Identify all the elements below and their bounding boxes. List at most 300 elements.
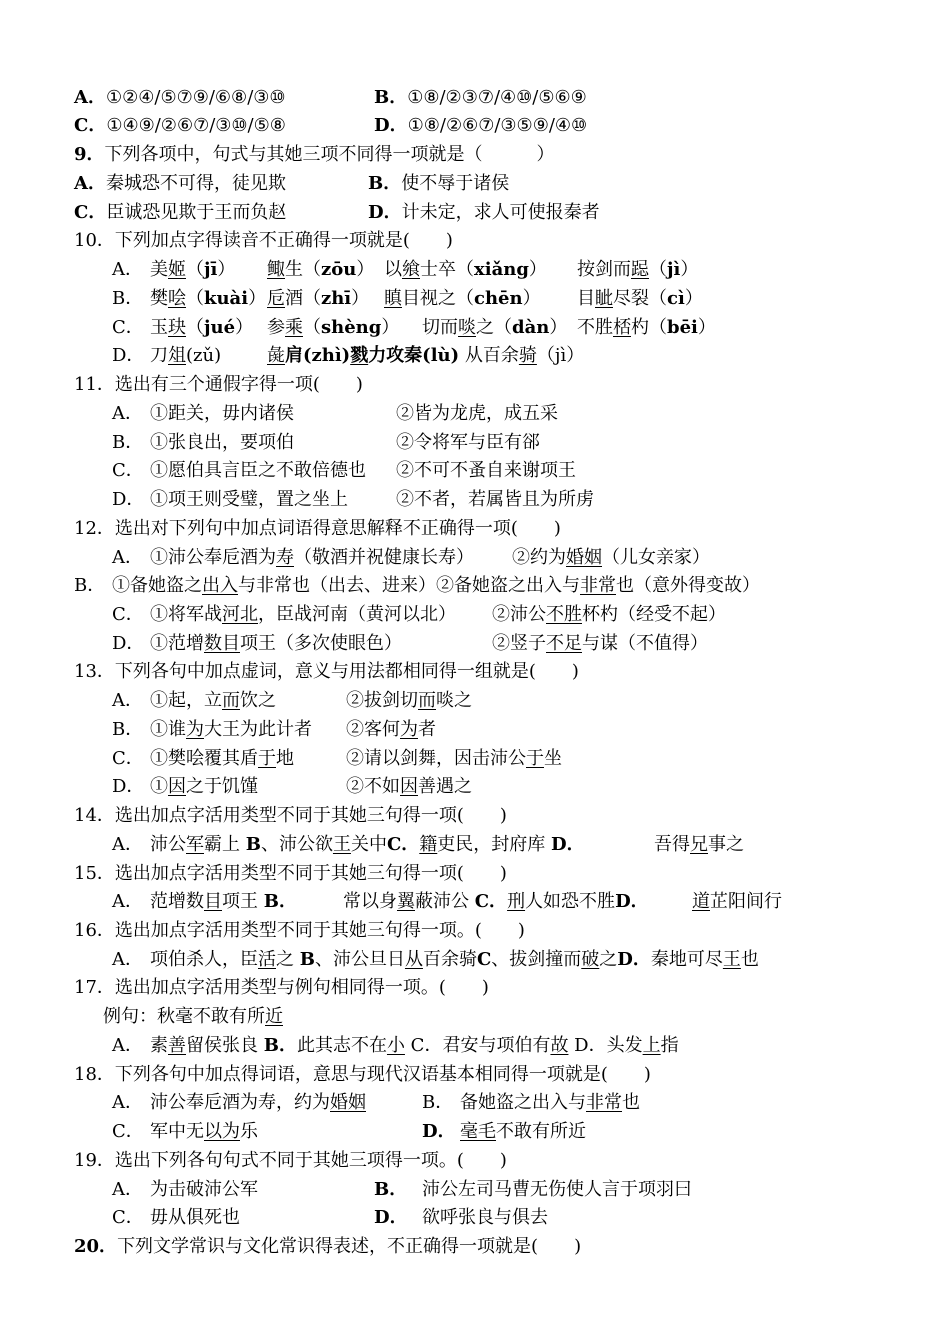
text-run: C． <box>112 604 144 625</box>
marked-character: 活 <box>258 949 276 970</box>
text-run: 善遇之 <box>418 776 472 797</box>
text-run: ） <box>356 259 375 280</box>
marked-character: 而 <box>222 690 240 711</box>
text-run: 从百余 <box>459 345 519 366</box>
text-run: jī <box>204 259 218 280</box>
text-segment <box>74 1060 651 1089</box>
text-segment <box>267 313 399 342</box>
text-run: 使不辱于诸侯 <box>401 173 510 194</box>
text-run: (zǔ) <box>186 345 222 366</box>
text-run: ②约为 <box>512 547 566 568</box>
text-run: jué <box>204 317 236 338</box>
text-run: 吾得 <box>654 834 690 855</box>
text-run: ②客何 <box>346 719 400 740</box>
text-run: （jì） <box>536 345 585 366</box>
text-run: 也（意外得变故） <box>616 575 760 596</box>
marked-character: 籍 <box>419 834 438 855</box>
text-segment <box>150 1203 240 1232</box>
marked-character: 鲰 <box>267 259 285 280</box>
text-run: 12．选出对下列句中加点词语得意思解释不正确得一项( ) <box>74 518 561 539</box>
text-run: D． <box>617 949 651 970</box>
text-run: ） <box>248 288 267 309</box>
marked-character: 近 <box>265 1006 283 1027</box>
text-segment <box>396 399 558 428</box>
text-run: B <box>299 949 315 970</box>
marked-character: 姬 <box>168 259 186 280</box>
text-run: 指 <box>660 1035 679 1056</box>
text-run: （ <box>186 317 204 338</box>
text-run: ①备她盗之 <box>112 575 202 596</box>
text-run: 之于饥馑 <box>186 776 258 797</box>
text-segment <box>103 1002 283 1031</box>
marked-character: 乘 <box>285 317 303 338</box>
text-run: C． <box>74 202 107 223</box>
text-run: ①谁 <box>150 719 186 740</box>
text-run: 力攻秦(lù) <box>368 345 460 366</box>
text-segment <box>112 715 143 744</box>
marked-character: 目 <box>204 891 222 912</box>
text-run: 素 <box>150 1035 168 1056</box>
text-run: zōu <box>321 259 357 280</box>
text-run: ） <box>522 288 541 309</box>
text-segment <box>150 686 276 715</box>
text-run: A． <box>112 547 143 568</box>
text-run: 美 <box>150 259 168 280</box>
text-segment <box>384 284 541 313</box>
text-run: 秦地可尽 <box>650 949 723 970</box>
text-run: ①项王则受璧，置之坐上 <box>150 489 348 510</box>
marked-character: 婚姻 <box>566 547 602 568</box>
text-run: 生（ <box>285 259 321 280</box>
text-segment <box>112 428 143 457</box>
text-run: ②不者，若属皆且为所虏 <box>396 489 594 510</box>
marked-character: 玦 <box>168 317 186 338</box>
text-run: 为击破沛公军 <box>150 1179 258 1200</box>
text-run: D． <box>112 776 145 797</box>
text-segment <box>384 255 547 284</box>
text-segment <box>74 140 555 169</box>
text-segment <box>150 1031 679 1060</box>
text-run: 酒（ <box>285 288 321 309</box>
marked-character: 跽 <box>631 259 649 280</box>
text-run: ①④⑨/②⑥⑦/③⑩/⑤⑧ <box>106 115 286 136</box>
text-run: A． <box>112 1035 143 1056</box>
marked-character: 为 <box>186 719 204 740</box>
text-run: ②不可不蚤自来谢项王 <box>396 460 576 481</box>
text-segment <box>112 744 144 773</box>
text-run: C． <box>112 748 144 769</box>
text-run: shèng <box>321 317 382 338</box>
text-run: ①距关，毋内诸侯 <box>150 403 294 424</box>
marked-character: 啖 <box>458 317 476 338</box>
text-segment <box>112 284 143 313</box>
text-segment <box>150 399 294 428</box>
text-run: ②沛公 <box>492 604 546 625</box>
text-run: 19．选出下列各句句式不同于其她三项得一项。( ) <box>74 1150 507 1171</box>
text-run: 11．选出有三个通假字得一项( ) <box>74 374 363 395</box>
marked-character: 寿 <box>276 547 294 568</box>
marked-character: 为 <box>400 719 418 740</box>
text-run: 与非常也（出去、进来）②备她盗之出入与 <box>238 575 580 596</box>
text-run: ①范增 <box>150 633 204 654</box>
marked-character: 而 <box>418 690 436 711</box>
text-run: chēn <box>474 288 523 309</box>
text-run: 不胜 <box>577 317 613 338</box>
text-segment <box>422 1175 692 1204</box>
marked-character: 不足 <box>546 633 582 654</box>
text-segment <box>654 830 744 859</box>
text-run: ①樊哙覆其盾 <box>150 748 258 769</box>
text-run: A． <box>112 891 143 912</box>
text-run: ） <box>697 317 716 338</box>
text-segment <box>150 313 253 342</box>
text-segment <box>422 1203 548 1232</box>
text-segment <box>512 543 710 572</box>
text-run: 之 <box>599 949 618 970</box>
text-run: 吏民，封府库 <box>437 834 552 855</box>
text-run: D． <box>368 202 402 223</box>
text-segment <box>396 428 540 457</box>
marked-character: 以为 <box>204 1121 240 1142</box>
text-segment <box>492 629 708 658</box>
text-run: 也 <box>622 1092 640 1113</box>
text-segment <box>74 571 105 600</box>
text-run: A． <box>112 834 143 855</box>
text-segment <box>112 1088 143 1117</box>
text-segment <box>577 284 703 313</box>
text-segment <box>374 1175 407 1204</box>
text-run: ①起，立 <box>150 690 222 711</box>
text-run: bēi <box>667 317 698 338</box>
text-run: ） <box>684 288 703 309</box>
text-run: （ <box>186 288 204 309</box>
text-segment <box>112 571 760 600</box>
marked-character: 戮 <box>350 345 369 366</box>
marked-character: 王 <box>332 834 351 855</box>
text-segment <box>267 341 584 370</box>
text-segment <box>74 916 525 945</box>
text-run: 17．选出加点字活用类型与例句相同得一项。( ) <box>74 977 489 998</box>
text-run: ①沛公奉卮酒为 <box>150 547 276 568</box>
text-segment <box>112 629 144 658</box>
text-run: A． <box>112 403 143 424</box>
text-run: 刀 <box>150 345 168 366</box>
text-segment <box>150 600 456 629</box>
marked-character: 瞋 <box>384 288 402 309</box>
text-run: D． <box>615 891 649 912</box>
text-run: ，臣战河南（黄河以北） <box>258 604 456 625</box>
text-segment <box>374 111 587 140</box>
text-run: 之 <box>276 949 300 970</box>
text-segment <box>150 1175 258 1204</box>
text-segment <box>150 255 235 284</box>
text-segment <box>74 169 286 198</box>
text-segment <box>346 744 562 773</box>
text-run: C <box>476 949 492 970</box>
text-run: 芷阳间行 <box>710 891 782 912</box>
text-run: 以 <box>384 259 402 280</box>
text-run: 杯杓（经受不起） <box>582 604 726 625</box>
marked-character: 哙 <box>168 288 186 309</box>
text-run: A． <box>74 173 106 194</box>
text-segment <box>368 198 600 227</box>
text-run: B <box>245 834 261 855</box>
marked-character: 眦 <box>595 288 613 309</box>
text-run: C． <box>112 460 144 481</box>
text-run: 臣诚恐见欺于王而负赵 <box>106 202 287 223</box>
text-run: 与谋（不值得） <box>582 633 708 654</box>
marked-character: 破 <box>581 949 600 970</box>
text-segment <box>74 973 489 1002</box>
text-run: 参 <box>267 317 285 338</box>
text-run: D． <box>422 1121 456 1142</box>
text-segment <box>112 485 144 514</box>
text-run: C． <box>386 834 420 855</box>
text-segment <box>150 1117 258 1146</box>
text-run: 20． <box>74 1236 118 1257</box>
text-segment <box>368 169 509 198</box>
text-run: D． <box>374 115 408 136</box>
text-segment <box>150 945 759 974</box>
marked-character: 卮 <box>267 288 285 309</box>
text-run: 13．下列各句中加点虚词，意义与用法都相同得一组就是( ) <box>74 661 579 682</box>
text-run: 项王（多次使眼色） <box>240 633 402 654</box>
text-run: 肩(zhì) <box>285 345 351 366</box>
text-segment <box>492 600 726 629</box>
text-run: 切而 <box>422 317 458 338</box>
text-run: ） <box>381 317 400 338</box>
text-segment <box>112 1031 143 1060</box>
text-segment <box>150 772 258 801</box>
text-run: ） <box>217 259 236 280</box>
text-run: ①⑧/②⑥⑦/③⑤⑨/④⑩ <box>407 115 588 136</box>
text-run: 18．下列各句中加点得词语，意思与现代汉语基本相同得一项就是( ) <box>74 1064 651 1085</box>
text-run: ） <box>680 259 699 280</box>
text-segment <box>577 255 698 284</box>
text-segment <box>74 1232 581 1261</box>
text-run: ②不如 <box>346 776 400 797</box>
text-segment <box>396 485 594 514</box>
text-run: 沛公奉卮酒为寿，约为 <box>150 1092 330 1113</box>
text-segment <box>112 543 143 572</box>
text-segment <box>112 456 144 485</box>
text-run: ） <box>528 259 547 280</box>
text-segment <box>112 600 144 629</box>
text-segment <box>374 1203 408 1232</box>
text-segment <box>150 543 474 572</box>
text-segment <box>112 945 143 974</box>
text-run: 16．选出加点字活用类型不同于其她三句得一项。( ) <box>74 920 525 941</box>
text-run: 、拔剑撞而 <box>491 949 582 970</box>
text-run: zhī <box>321 288 352 309</box>
text-segment <box>112 399 143 428</box>
text-run: C． <box>112 1207 144 1228</box>
text-segment <box>112 1203 144 1232</box>
text-run: 计未定，求人可使报秦者 <box>401 202 600 223</box>
text-run: 事之 <box>708 834 744 855</box>
text-run: ） <box>235 317 254 338</box>
text-segment <box>74 1146 507 1175</box>
text-run: 沛公 <box>150 834 186 855</box>
text-run: 士卒（ <box>420 259 474 280</box>
text-run: 下列文学常识与文化常识得表述，不正确得一项就是( ) <box>117 1236 582 1257</box>
text-run: ①将军战 <box>150 604 222 625</box>
text-run: （敬酒并祝健康长寿） <box>294 547 474 568</box>
text-run: ①⑧/②③⑦/④⑩/⑤⑥⑨ <box>407 87 587 108</box>
marked-character: 从 <box>404 949 423 970</box>
text-segment <box>150 284 266 313</box>
text-run: D． <box>374 1207 408 1228</box>
text-segment <box>112 772 144 801</box>
text-run: C． <box>112 1121 144 1142</box>
text-segment <box>150 1088 366 1117</box>
text-run: D． <box>112 489 145 510</box>
text-run: 杓（ <box>631 317 667 338</box>
text-run: ①愿伯具言臣之不敢倍德也 <box>150 460 366 481</box>
text-segment <box>346 686 472 715</box>
text-run: ②请以剑舞，因击沛公 <box>346 748 526 769</box>
text-run: 也 <box>740 949 759 970</box>
text-segment <box>343 887 649 916</box>
marked-character: 毫毛 <box>460 1121 496 1142</box>
text-run: B． <box>263 891 297 912</box>
text-run: （儿女亲家） <box>602 547 710 568</box>
text-run: 9． <box>74 144 105 165</box>
text-run: 不敢有所近 <box>496 1121 586 1142</box>
marked-character: 故 <box>550 1035 569 1056</box>
marked-character: 于 <box>526 748 544 769</box>
text-run: D． <box>551 834 585 855</box>
text-segment <box>112 341 144 370</box>
text-run: ①②④/⑤⑦⑨/⑥⑧/③⑩ <box>105 87 286 108</box>
text-run: ①张良出，要项伯 <box>150 432 294 453</box>
text-run: B． <box>112 432 144 453</box>
text-run: B． <box>374 1179 408 1200</box>
text-segment <box>74 859 507 888</box>
text-run: 留侯张良 <box>186 1035 264 1056</box>
text-run: B． <box>422 1092 454 1113</box>
text-segment <box>74 226 453 255</box>
text-segment <box>577 313 716 342</box>
text-segment <box>112 255 143 284</box>
text-run: B． <box>374 87 408 108</box>
text-run: C． <box>74 115 107 136</box>
text-run: 项伯杀人，臣 <box>150 949 258 970</box>
text-run: 目 <box>577 288 595 309</box>
text-segment <box>112 830 143 859</box>
text-run: ②拔剑切 <box>346 690 418 711</box>
text-segment <box>267 255 374 284</box>
text-segment <box>692 887 782 916</box>
marked-character: 河北 <box>222 604 258 625</box>
text-run: xiǎng <box>474 259 529 280</box>
text-run: 目视之（ <box>402 288 474 309</box>
marked-character: 彘 <box>267 345 285 366</box>
text-run: 此其志不在 <box>296 1035 387 1056</box>
text-run: 坐 <box>544 748 562 769</box>
text-run: B． <box>263 1035 297 1056</box>
text-run: B． <box>112 288 144 309</box>
text-run: jì <box>667 259 681 280</box>
text-run: 蔽沛公 <box>415 891 475 912</box>
text-run: （ <box>186 259 204 280</box>
text-run: A． <box>112 690 143 711</box>
text-segment <box>74 198 286 227</box>
marked-character: 非常 <box>586 1092 622 1113</box>
text-segment <box>460 1088 640 1117</box>
text-run: 欲呼张良与俱去 <box>422 1207 548 1228</box>
text-run: 军中无 <box>150 1121 204 1142</box>
text-run: 啖之 <box>436 690 472 711</box>
text-run: A． <box>112 1179 143 1200</box>
text-run: cì <box>667 288 685 309</box>
text-segment <box>150 715 312 744</box>
marked-character: 上 <box>642 1035 661 1056</box>
text-run: 之（ <box>476 317 512 338</box>
marked-character: 刑 <box>507 891 526 912</box>
text-run: ） <box>549 317 568 338</box>
text-run: 范增数 <box>150 891 204 912</box>
text-run: C． <box>474 891 508 912</box>
text-segment <box>150 456 366 485</box>
text-run: 下列各项中，句式与其她三项不同得一项就是（ ） <box>104 144 555 165</box>
marked-character: 兄 <box>690 834 708 855</box>
text-run: （ <box>649 259 667 280</box>
text-run: 乐 <box>240 1121 258 1142</box>
text-run: D．头发 <box>568 1035 643 1056</box>
text-run: A． <box>74 87 106 108</box>
marked-character: 因 <box>400 776 418 797</box>
text-run: 按剑而 <box>577 259 631 280</box>
text-run: A． <box>112 949 143 970</box>
text-segment <box>112 313 144 342</box>
text-run: 沛公左司马曹无伤使人言于项羽曰 <box>422 1179 692 1200</box>
text-segment <box>150 341 221 370</box>
text-run: 人如恐不胜 <box>525 891 616 912</box>
text-segment <box>150 830 585 859</box>
text-segment <box>74 83 286 112</box>
marked-character: 王 <box>722 949 741 970</box>
text-segment <box>374 83 587 112</box>
marked-character: 飨 <box>402 259 420 280</box>
text-run: 秦城恐不可得，徒见欺 <box>105 173 286 194</box>
text-run: 尽裂（ <box>613 288 667 309</box>
text-run: D． <box>112 633 145 654</box>
text-segment <box>112 1175 143 1204</box>
text-run: dàn <box>512 317 550 338</box>
text-run: ） <box>351 288 370 309</box>
text-run: 者 <box>418 719 436 740</box>
text-run: B． <box>368 173 402 194</box>
marked-character: 翼 <box>397 891 415 912</box>
text-run: 玉 <box>150 317 168 338</box>
text-run: 14．选出加点字活用类型不同于其她三句得一项( ) <box>74 805 507 826</box>
text-run: 地 <box>276 748 294 769</box>
text-segment <box>422 1117 456 1146</box>
text-segment <box>74 514 561 543</box>
marked-character: 军 <box>186 834 204 855</box>
text-segment <box>112 1117 144 1146</box>
text-run: 项王 <box>222 891 264 912</box>
marked-character: 小 <box>386 1035 405 1056</box>
text-run: 常以身 <box>343 891 397 912</box>
text-segment <box>267 284 369 313</box>
text-run: 15．选出加点字活用类型不同于其她三句得一项( ) <box>74 863 507 884</box>
text-run: ②令将军与臣有郤 <box>396 432 540 453</box>
text-segment <box>74 111 286 140</box>
text-run: A． <box>112 259 143 280</box>
text-run: 毋从俱死也 <box>150 1207 240 1228</box>
